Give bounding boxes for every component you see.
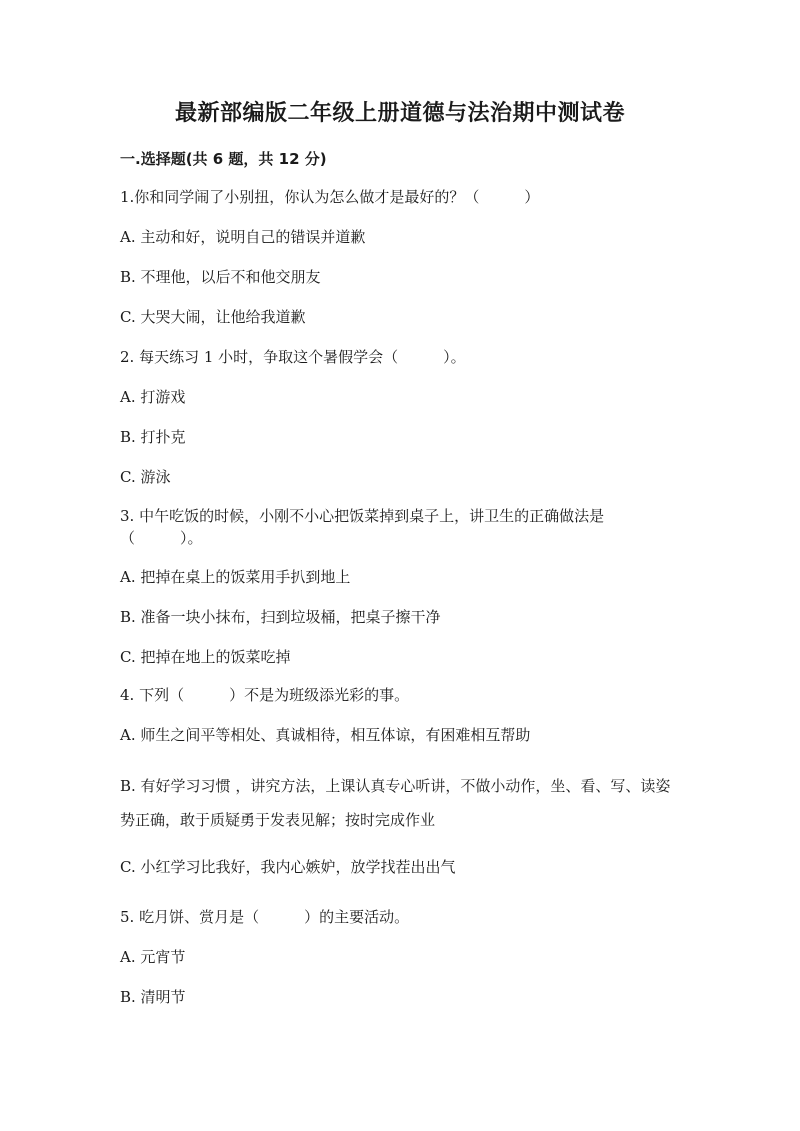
question-1-stem: 1.你和同学闹了小别扭，你认为怎么做才是最好的？（ ） xyxy=(120,188,540,206)
section-heading: 一.选择题(共 6 题，共 12 分) xyxy=(120,150,327,168)
page-title: 最新部编版二年级上册道德与法治期中测试卷 xyxy=(174,101,625,126)
question-3-option-a: A. 把掉在桌上的饭菜用手扒到地上 xyxy=(120,568,351,586)
question-1-option-b: B. 不理他，以后不和他交朋友 xyxy=(120,268,321,286)
question-4-option-c: C. 小红学习比我好，我内心嫉妒，放学找茬出出气 xyxy=(120,858,456,876)
question-1-option-a: A. 主动和好，说明自己的错误并道歉 xyxy=(120,228,366,246)
question-5-stem: 5. 吃月饼、赏月是（ ）的主要活动。 xyxy=(120,908,410,926)
question-2-option-b: B. 打扑克 xyxy=(120,428,186,446)
question-4-option-b: B. 有好学习习惯 ，讲究方法，上课认真专心听讲，不做小动作，坐、看、写、读姿势正确，敢于质疑勇于发表见解；按时完成作业 xyxy=(120,777,671,829)
question-3-option-b: B. 准备一块小抹布，扫到垃圾桶，把桌子擦干净 xyxy=(120,608,441,626)
question-4-option-a: A. 师生之间平等相处、真诚相待，相互体谅，有困难相互帮助 xyxy=(120,726,531,744)
question-5-option-b: B. 清明节 xyxy=(120,988,186,1006)
question-2-option-c: C. 游泳 xyxy=(120,468,171,486)
question-3-stem: 3. 中午吃饭的时候，小刚不小心把饭菜掉到桌子上，讲卫生的正确做法是（ ）。 xyxy=(120,507,605,547)
question-1-option-c: C. 大哭大闹，让他给我道歉 xyxy=(120,308,306,326)
question-2-option-a: A. 打游戏 xyxy=(120,388,186,406)
question-4-stem: 4. 下列（ ）不是为班级添光彩的事。 xyxy=(120,686,410,704)
question-2-stem: 2. 每天练习 1 小时，争取这个暑假学会（ ）。 xyxy=(120,348,466,366)
question-3-option-c: C. 把掉在地上的饭菜吃掉 xyxy=(120,648,291,666)
question-5-option-a: A. 元宵节 xyxy=(120,948,186,966)
